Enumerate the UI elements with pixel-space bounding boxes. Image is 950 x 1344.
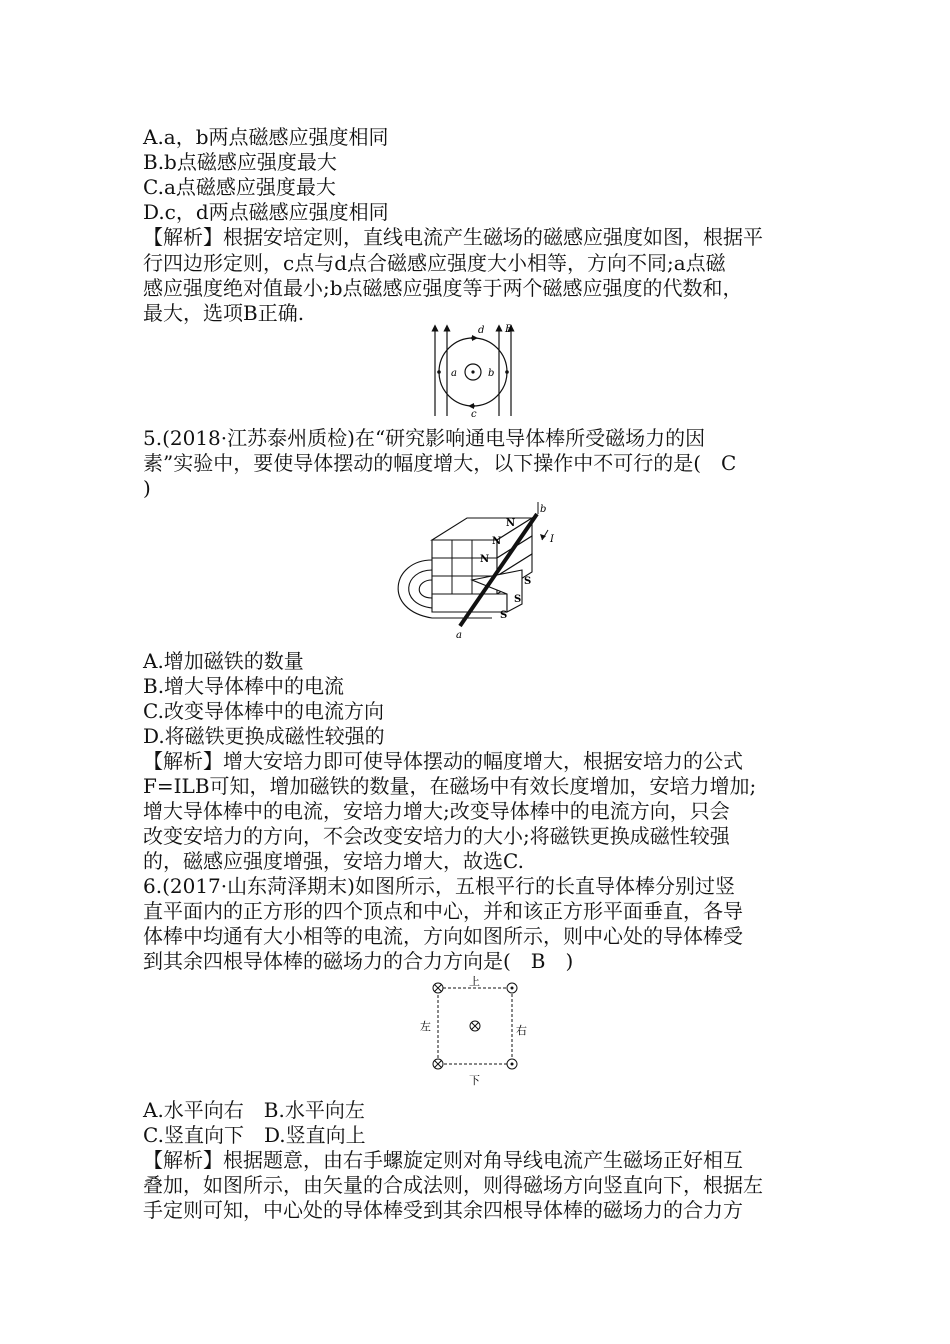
q6-option-line-2: C.竖直向下 D.竖直向上 bbox=[143, 1123, 366, 1147]
q6-stem-line-1: 6.(2017·山东菏泽期末)如图所示，五根平行的长直导体棒分别过竖 bbox=[143, 874, 735, 898]
q5-option-d: D.将磁铁更换成磁性较强的 bbox=[143, 724, 385, 748]
q6-option-line-1: A.水平向右 B.水平向左 bbox=[143, 1098, 365, 1122]
label-right: 右 bbox=[516, 1024, 527, 1037]
q4-analysis-line-2: 行四边形定则，c点与d点合磁感应强度大小相等，方向不同;a点磁 bbox=[143, 251, 726, 275]
q5-option-c: C.改变导体棒中的电流方向 bbox=[143, 699, 384, 723]
q6-analysis-line-1: 【解析】根据题意，由右手螺旋定则对角导线电流产生磁场正好相互 bbox=[143, 1148, 743, 1172]
q6-analysis-line-2: 叠加，如图所示，由矢量的合成法则，则得磁场方向竖直向下，根据左 bbox=[143, 1173, 763, 1197]
q4-analysis-line-4: 最大，选项B正确. bbox=[143, 301, 305, 325]
q6-stem-line-2: 直平面内的正方形的四个顶点和中心，并和该正方形平面垂直，各导 bbox=[143, 899, 743, 923]
q4-option-a: A.a，b两点磁感应强度相同 bbox=[143, 125, 389, 149]
label-rod-b: b bbox=[540, 504, 547, 515]
q5-analysis-line-3: 增大导体棒中的电流，安培力增大;改变导体棒中的电流方向，只会 bbox=[143, 799, 730, 823]
label-bottom: 下 bbox=[469, 1074, 480, 1087]
q4-analysis-line-1: 【解析】根据安培定则，直线电流产生磁场的磁感应强度如图，根据平 bbox=[143, 225, 763, 249]
label-s1: S bbox=[524, 576, 532, 587]
q6-analysis-line-3: 手定则可知，中心处的导体棒受到其余四根导体棒的磁场力的合力方 bbox=[143, 1198, 743, 1222]
q5-stem-line-1: 5.(2018·江苏泰州质检)在“研究影响通电导体棒所受磁场力的因 bbox=[143, 426, 706, 450]
label-rod-a: a bbox=[456, 630, 462, 640]
q4-analysis-line-3: 感应强度绝对值最小;b点磁感应强度等于两个磁感应强度的代数和， bbox=[143, 276, 743, 300]
magnetic-field-figure bbox=[425, 322, 525, 418]
q5-analysis-line-5: 的，磁感应强度增强，安培力增大，故选C. bbox=[143, 849, 524, 873]
label-n1: N bbox=[506, 518, 516, 529]
q4-option-b: B.b点磁感应强度最大 bbox=[143, 150, 337, 174]
label-a: a bbox=[451, 368, 457, 379]
q5-stem-line-3: ) bbox=[143, 476, 151, 500]
label-s3: S bbox=[500, 610, 508, 621]
q5-analysis-line-2: F=ILB可知，增加磁铁的数量，在磁场中有效长度增加，安培力增加; bbox=[143, 774, 757, 798]
q4-option-d: D.c，d两点磁感应强度相同 bbox=[143, 200, 389, 224]
square-conductors-figure bbox=[418, 974, 528, 1090]
label-s2: S bbox=[514, 594, 522, 605]
q6-stem-line-4: 到其余四根导体棒的磁场力的合力方向是( B ) bbox=[143, 949, 574, 973]
q5-option-b: B.增大导体棒中的电流 bbox=[143, 674, 345, 698]
label-b: b bbox=[488, 368, 495, 379]
q4-option-c: C.a点磁感应强度最大 bbox=[143, 175, 336, 199]
label-c: c bbox=[471, 409, 477, 418]
label-n2: N bbox=[492, 536, 502, 547]
label-B: B bbox=[505, 324, 513, 335]
label-top: 上 bbox=[469, 975, 480, 988]
q5-option-a: A.增加磁铁的数量 bbox=[143, 649, 304, 673]
q5-analysis-line-1: 【解析】增大安培力即可使导体摆动的幅度增大，根据安培力的公式 bbox=[143, 749, 743, 773]
label-n3: N bbox=[480, 554, 490, 565]
label-d: d bbox=[478, 325, 485, 336]
label-left: 左 bbox=[420, 1020, 431, 1033]
q5-stem-line-2: 素”实验中，要使导体摆动的幅度增大，以下操作中不可行的是( C bbox=[143, 451, 737, 475]
q6-stem-line-3: 体棒中均通有大小相等的电流，方向如图所示，则中心处的导体棒受 bbox=[143, 924, 743, 948]
q5-analysis-line-4: 改变安培力的方向，不会改变安培力的大小;将磁铁更换成磁性较强 bbox=[143, 824, 730, 848]
label-current-i: I bbox=[550, 534, 554, 545]
magnet-rod-figure bbox=[372, 500, 562, 640]
